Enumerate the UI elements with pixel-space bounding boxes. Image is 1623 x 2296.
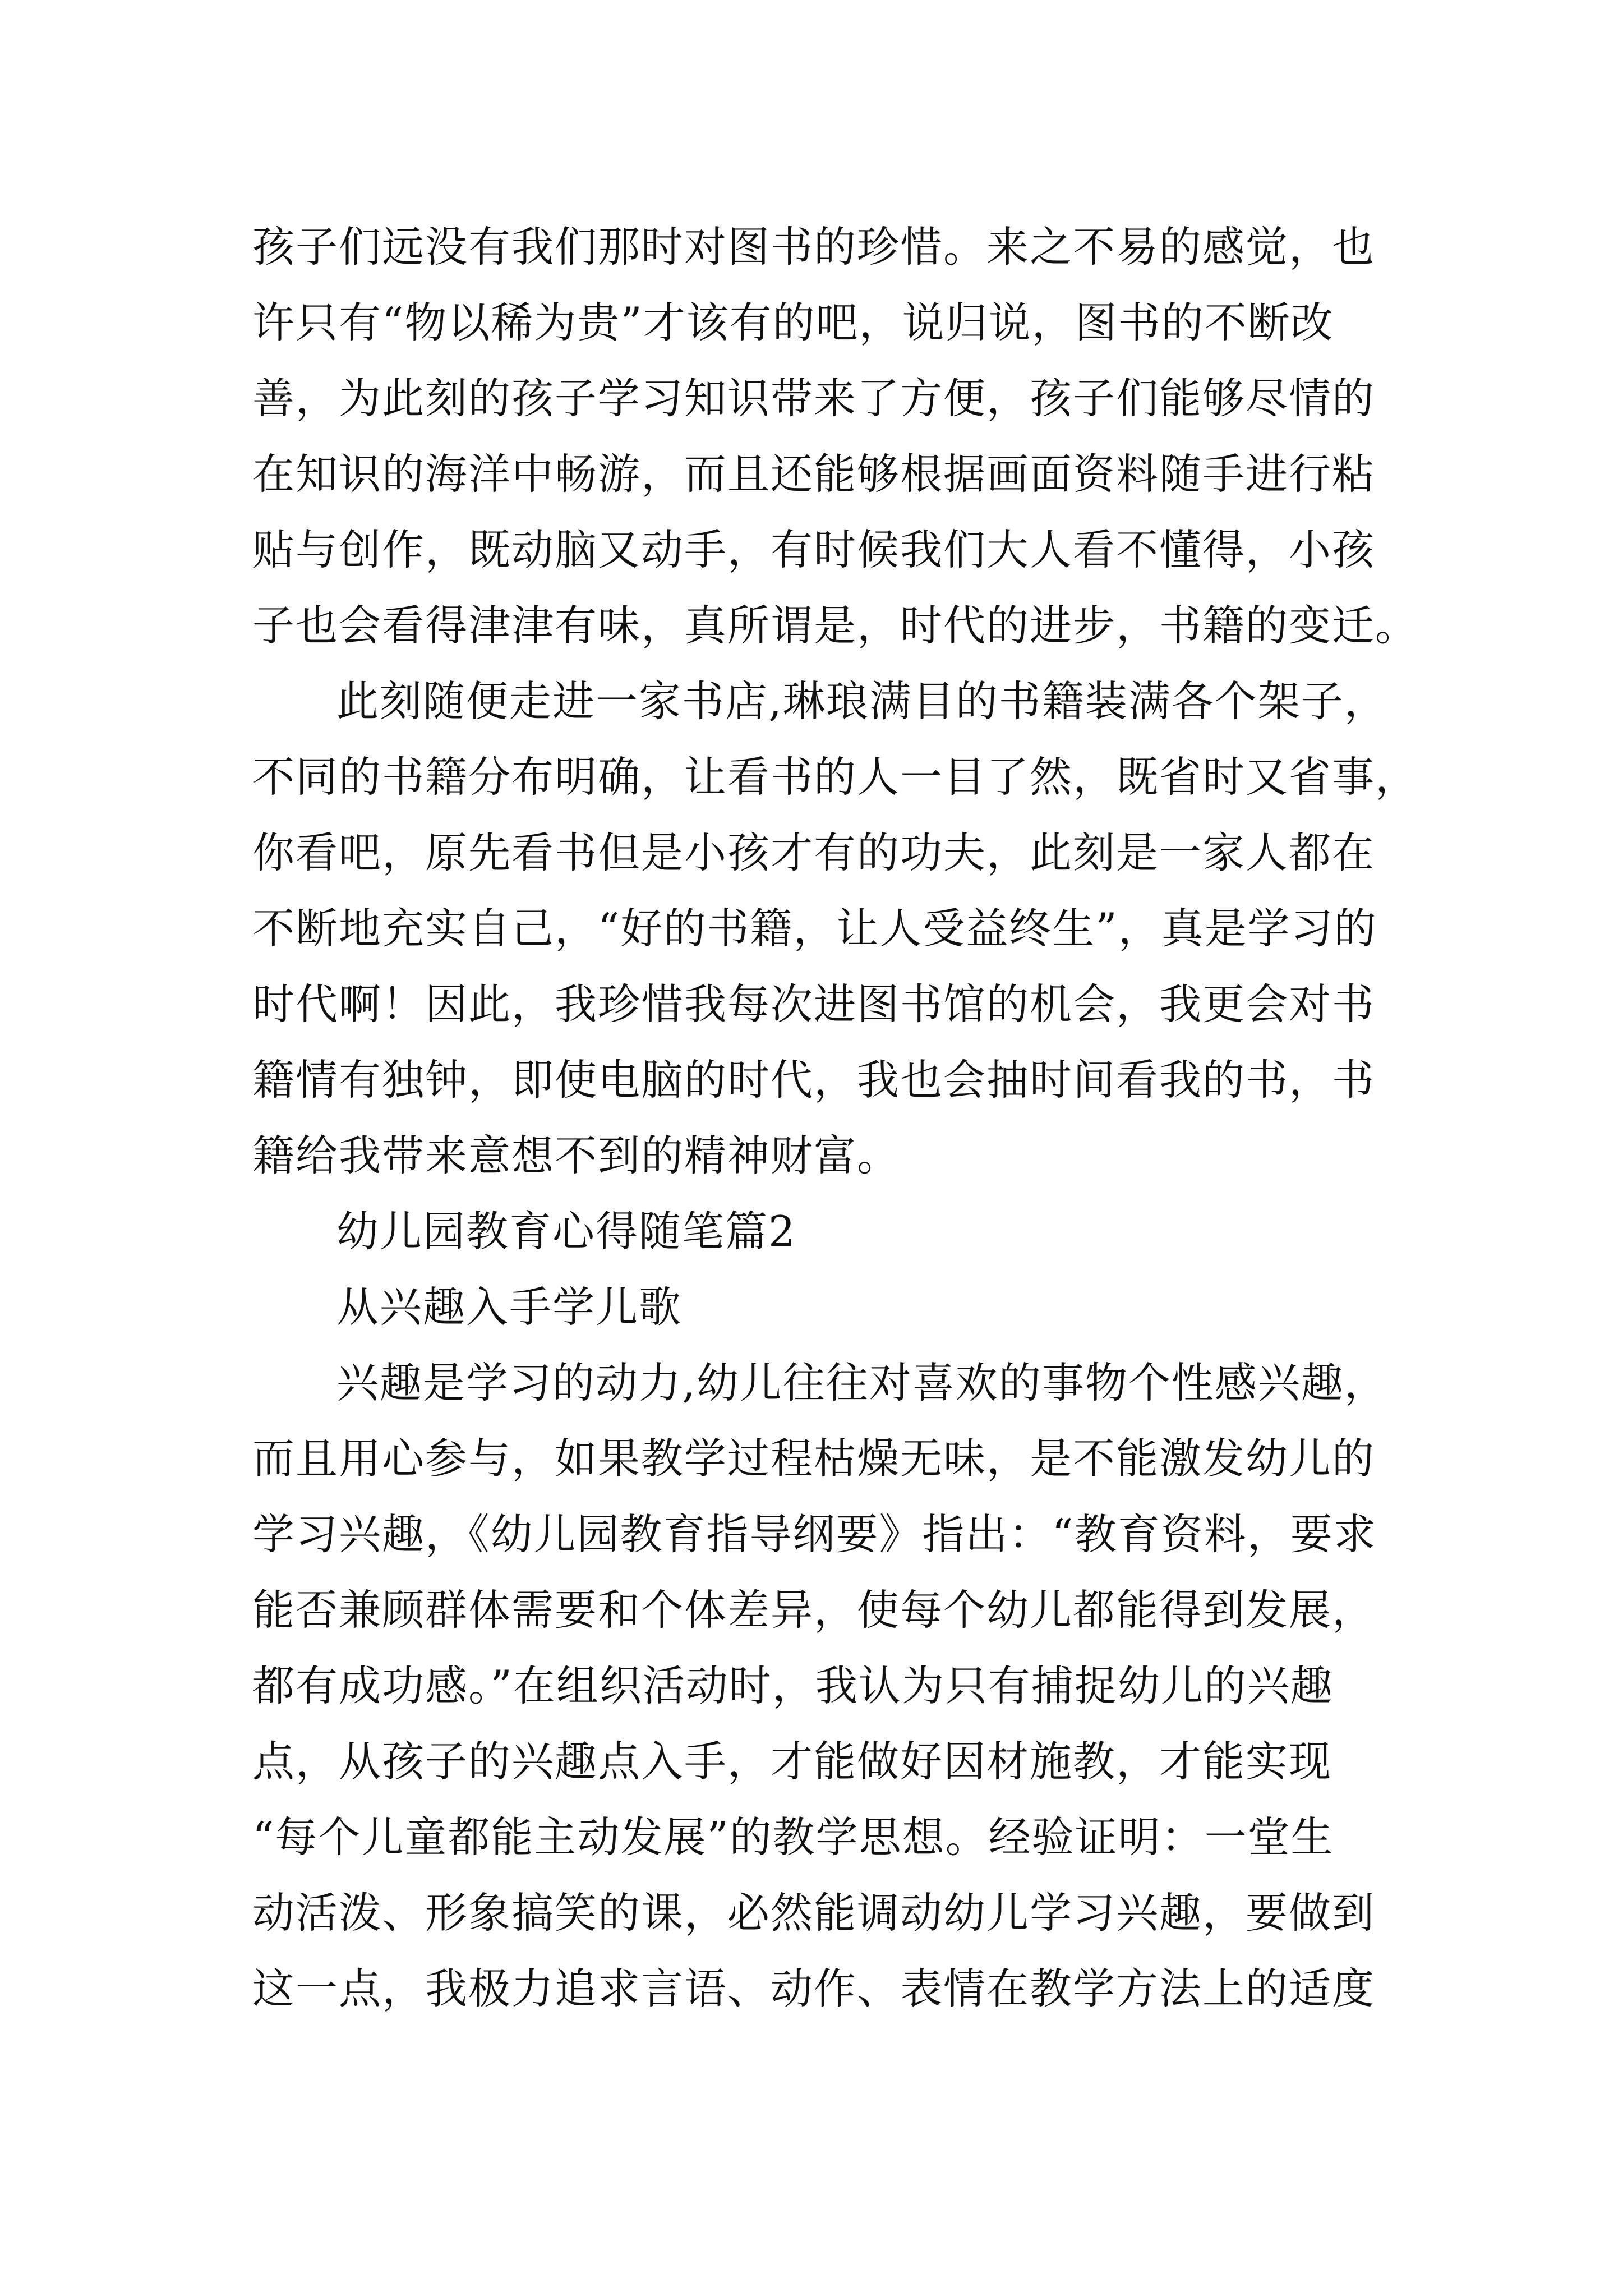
text-line: 子也会看得津津有味，真所谓是，时代的进步，书籍的变迁。 xyxy=(252,601,1419,650)
text-line: 学习兴趣，《幼儿园教育指导纲要》指出：“教育资料，要求 xyxy=(252,1510,1377,1559)
text-line: 而且用心参与，如果教学过程枯燥无味，是不能激发幼儿的 xyxy=(252,1434,1376,1483)
text-line: 不同的书籍分布明确，让看书的人一目了然，既省时又省事， xyxy=(252,752,1419,802)
text-line: 善，为此刻的孩子学习知识带来了方便，孩子们能够尽情的 xyxy=(252,374,1376,423)
section-subtitle: 从兴趣入手学儿歌 xyxy=(336,1282,683,1332)
text-line: 许只有“物以稀为贵”才该有的吧，说归说，图书的不断改 xyxy=(252,298,1334,347)
text-line: 动活泼、形象搞笑的课，必然能调动幼儿学习兴趣，要做到 xyxy=(252,1888,1376,1938)
text-line: 点，从孩子的兴趣点入手，才能做好因材施教，才能实现 xyxy=(252,1737,1332,1786)
text-line: 能否兼顾群体需要和个体差异，使每个幼儿都能得到发展， xyxy=(252,1585,1376,1635)
text-line: 贴与创作，既动脑又动手，有时候我们大人看不懂得，小孩 xyxy=(252,525,1376,574)
text-line: “每个儿童都能主动发展”的教学思想。经验证明：一堂生 xyxy=(252,1812,1334,1862)
text-line: 都有成功感。”在组织活动时，我认为只有捕捉幼儿的兴趣 xyxy=(252,1661,1334,1710)
text-line: 你看吧，原先看书但是小孩才有的功夫，此刻是一家人都在 xyxy=(252,828,1376,877)
text-line: 不断地充实自己，“好的书籍，让人受益终生”，真是学习的 xyxy=(252,904,1377,953)
text-line: 籍给我带来意想不到的精神财富。 xyxy=(252,1131,901,1180)
text-line: 籍情有独钟，即使电脑的时代，我也会抽时间看我的书，书 xyxy=(252,1055,1376,1105)
text-line: 孩子们远没有我们那时对图书的珍惜。来之不易的感觉，也 xyxy=(252,222,1376,272)
text-line: 此刻随便走进一家书店,琳琅满目的书籍装满各个架子， xyxy=(336,677,1387,726)
text-line: 时代啊！因此，我珍惜我每次进图书馆的机会，我更会对书 xyxy=(252,979,1376,1029)
text-line: 在知识的海洋中畅游，而且还能够根据画面资料随手进行粘 xyxy=(252,449,1376,499)
text-line: 兴趣是学习的动力,幼儿往往对喜欢的事物个性感兴趣， xyxy=(336,1358,1387,1407)
section-title: 幼儿园教育心得随笔篇2 xyxy=(336,1207,796,1256)
text-line: 这一点，我极力追求言语、动作、表情在教学方法上的适度 xyxy=(252,1964,1376,2013)
